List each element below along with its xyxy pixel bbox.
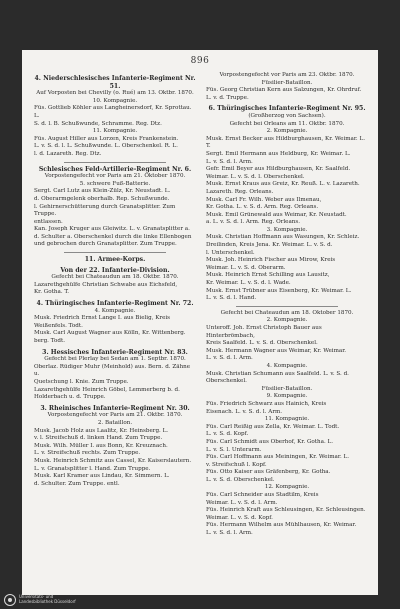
right-column-entry-line: Kr. Gotha. L. v. S. d. Arm. Reg. Orleans. [206,204,319,211]
right-column-subheading: 2. Kompagnie. [266,128,308,135]
document-page [22,50,378,595]
left-column-entry-line: Sergt. Carl Lutz aus Klein-Zülz, Kr. Neustadt. L. [34,188,171,195]
right-column-entry-line: L. v. S. d. Oberschenkel. [206,476,275,483]
left-column-section-heading: Von der 22. Infanterie-Division. [60,266,170,274]
left-column [34,72,196,488]
left-column-entry-line: Kr. Gotha. T. [34,289,70,296]
left-column-entry-line: Musk. Wilh. Müller I. aus Bonn, Kr. Kreuznach. [34,442,168,449]
left-column-entry-line: Lazarethgehülfe Christian Schwabe aus Eichsfeld, [34,281,178,288]
right-column-entry-line: Musk. Christian Hoffmann aus Wasungen, Kr. Schleiz. [206,234,360,241]
left-column-entry-line: Weißenfels. Todt. [34,322,83,329]
left-column-entry-line: l. Gehirnerschütterung durch Granatsplitter. Zum Truppe. [34,203,176,218]
left-column-entry-line: Quetschung l. Knie. Zum Truppe. [34,378,129,385]
left-column-subheading: Vorpostengefecht vor Paris am 21. Oktbr. 1870. [47,412,183,419]
left-column-section-heading: 3. Rheinisches Infanterie-Regiment Nr. 30. [40,404,190,412]
left-column-subheading: Gefecht bei Plerlay bei Sedan am 1. Septbr. 1870. [44,356,186,363]
left-column-entry-line: Oberlaz. Rüdiger Muhr (Meinhold) aus. Bern. d. Zähne u. [34,363,191,378]
right-column-entry-line: Weimar. L. v. S. d. Oberarm. [206,264,286,271]
left-column-entry-line: Musk. Jacob Holz aus Laalitz, Kr. Heinsberg. L. [34,427,169,434]
left-column-entry-line: L. v. S. d. l. L. Schußwunde. L. Oberschenkel. R. L. [34,143,178,150]
left-column-subheading: 10. Kompagnie. [92,97,138,104]
left-column-entry-line: L. v. Streifschuß rechts. Zum Truppe. [34,450,141,457]
right-column-entry-line: Füs. Heinrich Kraft aus Schleusingen, Kr. Schleusingen. [206,507,366,514]
right-column-section-heading: 6. Thüringisches Infanterie-Regiment Nr. 95. [208,105,366,113]
left-column-section-heading: 4. Thüringisches Infanterie-Regiment Nr. 72. [36,300,194,308]
right-column-subheading: Gefecht bei Orleans am 11. Oktbr. 1870. [229,120,345,127]
watermark-line-2: Landesbibliothek Düsseldorf [19,599,76,604]
right-column-subheading: 2. Kompagnie. [266,317,308,324]
right-column-subheading: Füsilier-Bataillon. [261,79,313,86]
right-column-entry-line: Füs. Carl Schmidt aus Oberhof, Kr. Gotha. L. [206,438,334,445]
library-watermark [4,594,89,606]
right-column-entry-line: Weimar. L. v. S. d. l. Oberschenkel. [206,173,305,180]
right-column-entry-line: Musk. Emil Grünewald aus Weimar, Kr. Neustadt. [206,211,347,218]
right-column-entry-line: Musk. Christian Schumann aus Saalfeld. L. v. S. d. Oberschenkel. [206,370,349,385]
right-column-entry-line: Musk. Heinrich Ernst Schilling aus Lausitz, [206,272,330,279]
right-column-subheading: 4. Kompagnie. [266,362,308,369]
left-column-subheading: 4. Kompagnie. [94,307,136,314]
right-column-entry-line: Füs. Carl Reißig aus Zella, Kr. Weimar. L. Todt. [206,423,340,430]
watermark-text [19,595,89,604]
left-column-subheading: 5. schwere Fuß-Batterie. [79,180,151,187]
right-column-entry-line: Musk. Ernst Becker aus Hildburghausen, Kr. Weimar. L. T. [206,135,365,150]
right-column-entry-line: Musk. Ernst Trübner aus Eisenberg, Kr. Weimar. L. [206,287,352,294]
right-column-entry-line: Musk. Carl Fr. Wilh. Weber aus Ilmenau, [206,196,322,203]
right-column-entry-line: L. v. S. d. l. Hand. [206,295,257,302]
left-column-entry-line: Füs. August Hiller aus Lorzen, Kreis Frankenstein. [34,135,179,142]
left-column-subheading: Gefecht bei Chateaudun am 18. Oktbr. 1870. [51,274,179,281]
right-column-entry-line: Unteroff. Joh. Ernst Christoph Bauer aus Hinterbrömbach, [206,325,322,339]
right-column-entry-line: L. v. S. l. Unterarm. [206,446,262,453]
left-column-section-heading: 3. Hessisches Infanterie-Regiment Nr. 83. [42,348,188,356]
right-column-entry-line: l. Unterschenkel. [206,249,255,256]
left-column-entry-line: Lazarethgehülfe Heinrich Göbel, Lemmerberg b. d. [34,386,180,393]
right-column-entry-line: Weimar. L. v. S. d. l. Arm. [206,499,278,506]
left-column-subheading: Auf Vorposten bei Chevilly (o. Rué) am 13. Oktbr. 1870. [36,90,194,97]
left-column-entry-line: v. l. Streifschuß d. linken Hand. Zum Truppe. [34,435,163,442]
left-column-entry-line: Musk. Carl August Wagner aus Kölln, Kr. Wittenberg. [34,330,186,337]
right-column-subheading: 11. Kompagnie. [264,416,310,423]
left-column-entry-line: Holderbach u. d. Truppe. [34,394,106,401]
right-column-entry-line: Musk. Ernst Kraus aus Greiz, Kr. Reuß. L. v. Lazareth. [206,181,360,188]
page-number: 896 [190,56,210,66]
library-seal-icon [4,594,16,606]
right-column-entry-line: L. v. S. d. Kopf. [206,431,249,438]
left-column-subheading: Vorpostengefecht vor Paris am 21. Oktober 1870. [44,173,186,180]
left-column-entry-line: d. Schulter. Zum Truppe. entl. [34,480,120,487]
left-column-entry-line: Musk. Heinrich Schmitz aus Cassel, Kr. Kaiserslautern. [34,457,192,464]
right-column-entry-line: L. v. d. Truppe. [206,94,249,101]
left-column-subheading: 11. Kompagnie. [92,128,138,135]
left-column-entry-line: S. d. l. B. Schußwunde, Schramme. Reg. Dtz. [34,120,162,127]
left-column-entry-line: Kan. Joseph Kruger aus Gleiwitz. L. v. Granatsplitter a. [34,226,190,233]
right-column-entry-line: Dreilinden, Kreis Jena. Kr. Weimar. L. v. S. d. [206,242,333,249]
right-column-subheading: Vorpostengefecht vor Paris am 23. Oktbr. 1870. [219,72,355,78]
right-column-entry-line: Kr. Weimar. L. v. S. d. l. Wade. [206,280,291,287]
right-column-subheading: 3. Kompagnie. [266,226,308,233]
right-column-subheading: Gefecht bei Chateaudun am 18. Oktober 1870. [220,309,354,316]
right-column-entry-line: v. Streifschuß l. Kopf. [206,461,267,468]
left-column-entry-line: d. Oberarmgelenk oberhalb. Rep. Schußwunde. [34,195,170,202]
left-column-entry-line: l. d. Lazareth. Reg. Dtz. [34,150,102,157]
right-column-entry-line: L. v. S. d. l. Arm. [206,530,253,537]
left-column-divider [64,162,166,163]
right-column-entry-line: Lazareth. Reg. Orleans. [206,188,274,195]
right-column-entry-line: Musk. Hermann Wagner aus Weimar, Kr. Weimar. [206,347,347,354]
right-column-subheading: 9. Kompagnie. [266,393,308,400]
left-column-entry-line: Füs. Gottlieb Köhler aus Langheinersdorf, Kr. Sprottau. L. [34,105,192,119]
right-column [206,72,368,538]
right-column-entry-line: L. v. S. d. l. Arm. [206,158,253,165]
right-column-entry-line: Gefr. Emil Beyer aus Hildburghausen, Kr. Saalfeld. [206,166,351,173]
left-column-section-heading: Schlesisches Feld-Artillerie-Regiment Nr. 6. [38,165,192,173]
right-column-entry-line: Füs. Carl Hoffmann aus Meiningen, Kr. Weimar. L. [206,454,349,461]
left-column-entry-line: L. v. Granatsplitter l. Hand. Zum Truppe. [34,465,151,472]
right-column-entry-line: a. L. v. S. d. l. Arm. Reg. Orleans. [206,219,301,226]
right-column-entry-line: Füs. Georg Christian Kern aus Salzungen, Kr. Ohrdruf. [206,87,362,94]
left-column-entry-line: Musk. Karl Kramer aus Lindau, Kr. Simmern. L. [34,473,170,480]
watermark-line-1: Universitäts- und [19,594,54,600]
right-column-entry-line: Weimar. L. v. S. d. Kopf. [206,514,273,521]
right-column-subheading: (Großherzog von Sachsen). [248,112,326,119]
left-column-entry-line: Musk. Friedrich Ernst Lange I. aus Bielig, Kreis [34,315,171,322]
right-column-entry-line: Sergt. Emil Hermann aus Heldburg, Kr. Weimar. L. [206,150,351,157]
left-column-entry-line: d. Schulter a. Oberschenkel durch die linke Ellenbogen [34,233,192,240]
right-column-entry-line: Eisenach. L. v. S. d. l. Arm. [206,408,283,415]
left-column-section-heading: 11. Armee-Korps. [84,256,146,264]
right-column-entry-line: Füs. Friedrich Schwarz aus Hainich, Kreis [206,400,327,407]
left-column-entry-line: und gebrochen durch Granatsplitter. Zum Truppe. [34,241,177,248]
right-column-entry-line: Füs. Hermann Wilhelm aus Mühlhausen, Kr. Weimar. [206,522,357,529]
right-column-entry-line: Füs. Otto Kaiser aus Gräfenberg, Kr. Gotha. [206,469,331,476]
right-column-subheading: 12. Kompagnie. [264,484,310,491]
right-column-subheading: Füsilier-Bataillon. [261,385,313,392]
right-column-entry-line: Musk. Joh. Heinrich Fischer aus Mirow, Kreis [206,257,336,264]
left-column-divider [64,252,166,253]
left-column-entry-line: berg. Todt. [34,338,65,344]
left-column-entry-line: entlassen. [34,218,63,225]
right-column-entry-line: Kreis Saalfeld. L. v. S. d. Oberschenkel. [206,340,318,347]
right-column-entry-line: Füs. Carl Schneider aus Stadtilm, Kreis [206,492,319,499]
right-column-entry-line: L. v. S. d. l. Arm. [206,355,253,362]
left-column-section-heading: 4. Niederschlesisches Infanterie-Regiment Nr. 51. [34,75,196,90]
left-column-subheading: 2. Bataillon. [97,419,133,426]
right-column-divider [236,306,338,307]
